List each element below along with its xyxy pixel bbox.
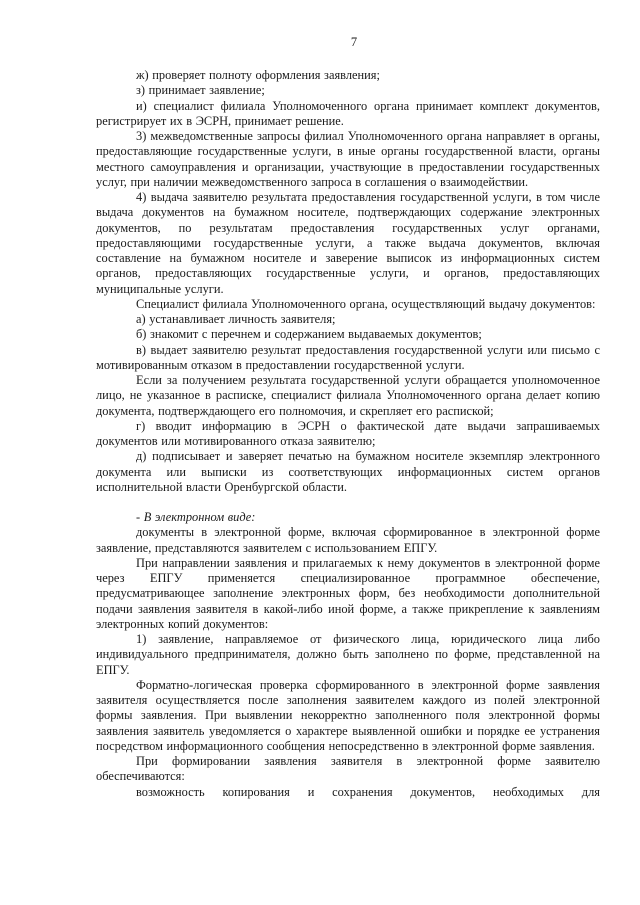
paragraph-zh: ж) проверяет полноту оформления заявления; — [136, 68, 380, 82]
paragraph-result-issuance: 4) выдача заявителю результата предоставления государственной услуги, в том числе выдача документов на бумажном носителе, подтверждающих содержание электронных документов, по результатам предоставления государственных услуг органами, предоставляющими государственные услуги, а также выдача документов, включая составление на бумажном носителе и заверение выписок из информационных систем органов, предоставляющих государственные услуги, и органов, предоставляющих муниципальные услуги. — [96, 190, 600, 296]
paragraph-epgu-submission: При направлении заявления и прилагаемых к нему документов в электронной форме через ЕПГУ применяется специализированное программное обеспечение, предусматривающее заполнение электронных форм, без необходимости дополнительной подачи заявления заявителя в какой-либо иной форме, а также прикрепление к заявлениям электронных копий документов: — [96, 555, 600, 631]
paragraph-interagency-requests: 3) межведомственные запросы филиал Уполномоченного органа направляет в органы, предоставляющие государственные услуги, в иные органы государственной власти, органы местного самоуправления и организации, участвующие в предоставлении государственных услуг, при наличии межведомственного запроса в соглашения о взаимодействии. — [96, 129, 600, 189]
paragraph-v: в) выдает заявителю результат предоставления государственной услуги или письмо с мотивированным отказом в предоставлении государственной услуги. — [96, 342, 600, 372]
paragraph-i: и) специалист филиала Уполномоченного органа принимает комплект документов, регистрирует их в ЭСРН, принимает решение. — [96, 98, 600, 128]
paragraph-application-form: 1) заявление, направляемое от физического лица, юридического лица либо индивидуального предпринимателя, должно быть заполнено по форме, представленной на ЕПГУ. — [96, 632, 600, 677]
page-number: 7 — [350, 35, 358, 49]
paragraph-authorized-person: Если за получением результата государственной услуги обращается уполномоченное лицо, не указанное в расписке, специалист филиала Уполномоченного органа делает копию документа, подтверждающего его полномочия, и скрепляет его распиской; — [96, 373, 600, 418]
paragraph-provided-features: При формировании заявления заявителя в электронной форме заявителю обеспечиваются: — [96, 754, 600, 784]
paragraph-electronic-documents: документы в электронной форме, включая сформированное в электронной форме заявление, представляются заявителем с использованием ЕПГУ. — [96, 525, 600, 555]
paragraph-copy-save: возможность копирования и сохранения документов, необходимых для — [136, 784, 600, 799]
paragraph-b: б) знакомит с перечнем и содержанием выдаваемых документов; — [136, 327, 482, 342]
section-heading-electronic: - В электронном виде: — [136, 510, 256, 524]
paragraph-a: а) устанавливает личность заявителя; — [136, 312, 336, 326]
paragraph-specialist: Специалист филиала Уполномоченного органа, осуществляющий выдачу документов: — [136, 296, 596, 311]
paragraph-d: д) подписывает и заверяет печатью на бумажном носителе экземпляр электронного документа или выписки из соответствующих информационных систем органов исполнительной власти Оренбургской области. — [96, 449, 600, 494]
paragraph-g: г) вводит информацию в ЭСРН о фактической дате выдачи запрашиваемых документов или мотивированного отказа заявителю; — [96, 418, 600, 448]
paragraph-z: з) принимает заявление; — [136, 83, 265, 98]
paragraph-format-check: Форматно-логическая проверка сформированного в электронной форме заявления заявителя осуществляется после заполнения заявителем каждого из полей электронной формы заявления. При выявлении некорректно заполненного поля электронной формы заявления заявитель уведомляется о характере выявленной ошибки и порядке ее устранения посредством информационного сообщения непосредственно в электронной форме заявления. — [96, 677, 600, 753]
